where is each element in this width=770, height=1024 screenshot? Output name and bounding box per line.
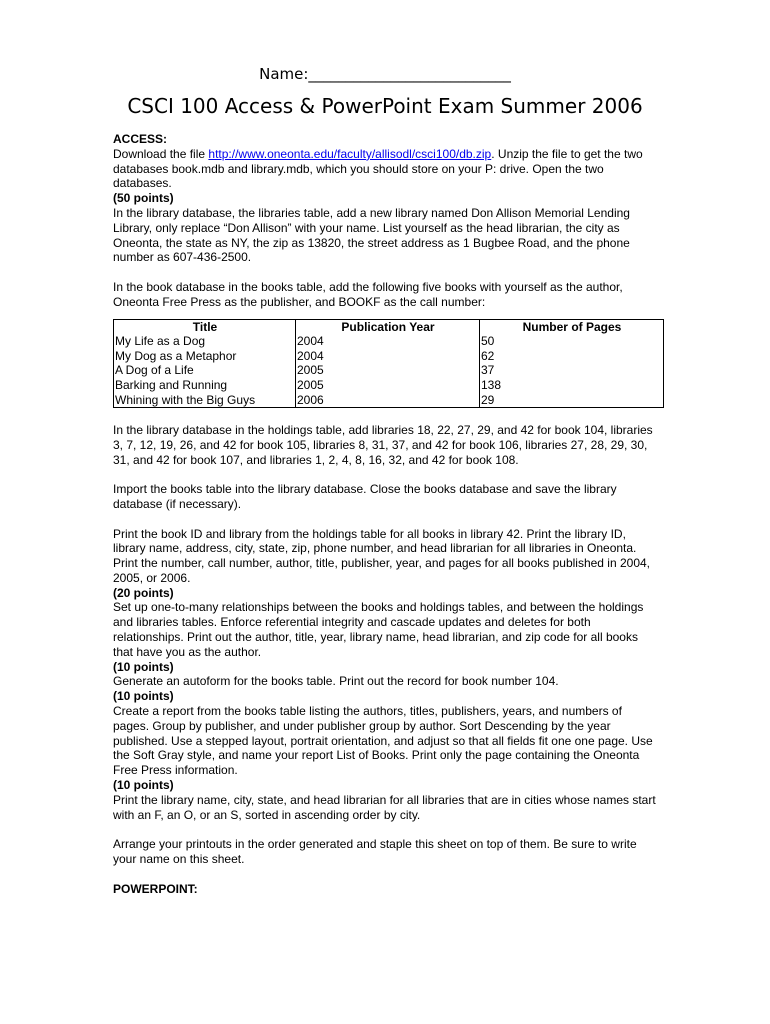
cell-year: 2004 (295, 334, 479, 349)
table-row (114, 334, 664, 349)
cell-title: Barking and Running (114, 378, 296, 393)
library-paragraph: In the library database, the libraries table, add a new library named Don Allison Memorial Lending Library, only replace “Don Allison” with your name. List yourself as the head librarian, the city as Oneonta, the state as NY, the zip as 13820, the street address as 1 Bugbee Road, and the phone number as 607-436-2500. (113, 205, 630, 265)
table-row (114, 378, 664, 393)
report-paragraph: Create a report from the books table listing the authors, titles, publishers, years, and numbers of pages. Group by publisher, and under publisher group by author. Sort Descending by the year published. Use a stepped layout, portrait orientation, and adjust so that all fields fit one one page. Use the Soft Gray style, and name your report List of Books. Print only the page containing the Oneonta Free Press information. (113, 704, 653, 778)
points-label: (10 points) (113, 689, 174, 704)
cell-title: My Dog as a Metaphor (114, 349, 296, 364)
autoform-paragraph: Generate an autoform for the books table. Print out the record for book number 104. (113, 674, 559, 689)
download-prefix: Download the file (113, 146, 209, 161)
name-line: Name:___________________________ (259, 65, 511, 83)
books-table (113, 319, 664, 409)
download-suffix: . Unzip the file to get the two databases book.mdb and library.mdb, which you should store on your P: drive. Open the two databases. (113, 146, 643, 191)
print-paragraph: Print the book ID and library from the holdings table for all books in library 42. Print the library ID, library name, address, city, state, zip, phone number, and head librarian for all libraries in Oneonta. Print the number, call number, author, title, publisher, year, and pages for all books published in 2004, 2005, or 2006. (113, 526, 651, 585)
column-header-year: Publication Year (295, 319, 479, 334)
import-paragraph: Import the books table into the library database. Close the books database and save the library database (if necessary). (113, 482, 617, 511)
table-row (114, 349, 664, 364)
download-link[interactable]: http://www.oneonta.edu/faculty/allisodl/csci100/db.zip (208, 146, 492, 161)
arrange-paragraph: Arrange your printouts in the order generated and staple this sheet on top of them. Be sure to write your name on this sheet. (113, 837, 637, 867)
column-header-pages: Number of Pages (479, 319, 663, 334)
table-row (114, 363, 664, 378)
page-title: CSCI 100 Access & PowerPoint Exam Summer 2006 (127, 94, 643, 118)
points-label: (50 points) (113, 191, 174, 206)
cell-year: 2005 (295, 363, 479, 378)
points-label: (10 points) (113, 778, 174, 793)
points-label: (10 points) (113, 659, 174, 674)
cell-title: My Life as a Dog (114, 334, 296, 349)
cell-pages: 29 (479, 393, 663, 408)
download-paragraph (113, 147, 661, 191)
cell-year: 2004 (295, 349, 479, 364)
cell-pages: 62 (479, 349, 663, 364)
powerpoint-heading: POWERPOINT: (113, 881, 198, 896)
table-row (114, 393, 664, 408)
exam-content (113, 132, 661, 896)
cell-pages: 138 (479, 378, 663, 393)
table-header-row (114, 319, 664, 334)
cell-pages: 50 (479, 334, 663, 349)
access-heading: ACCESS: (113, 132, 168, 146)
cell-pages: 37 (479, 363, 663, 378)
cell-title: A Dog of a Life (114, 363, 296, 378)
column-header-title: Title (114, 319, 296, 334)
cell-year: 2005 (295, 378, 479, 393)
cell-year: 2006 (295, 393, 479, 408)
points-label: (20 points) (113, 585, 174, 600)
holdings-paragraph: In the library database in the holdings table, add libraries 18, 22, 27, 29, and 42 for book 104, libraries 3, 7, 12, 19, 26, and 42 for book 105, libraries 8, 31, 37, and 42 for book 106, libraries 27, 28, 29, 30, 31, and 42 for book 107, and libraries 1, 2, 4, 8, 16, 32, and 42 for book 108. (113, 422, 653, 467)
relationships-paragraph: Set up one-to-many relationships between the books and holdings tables, and between the holdings and libraries tables. Enforce referential integrity and cascade updates and deletes for both relationships. Print out the author, title, year, library name, head librarian, and zip code for all books that have you as the author. (113, 600, 644, 659)
cell-title: Whining with the Big Guys (114, 393, 296, 408)
books-paragraph: In the book database in the books table, add the following five books with yourself as the author, Oneonta Free Press as the publisher, and BOOKF as the call number: (113, 279, 623, 309)
query-paragraph: Print the library name, city, state, and head librarian for all libraries that are in cities whose names start with an F, an O, or an S, sorted in ascending order by city. (113, 792, 656, 822)
